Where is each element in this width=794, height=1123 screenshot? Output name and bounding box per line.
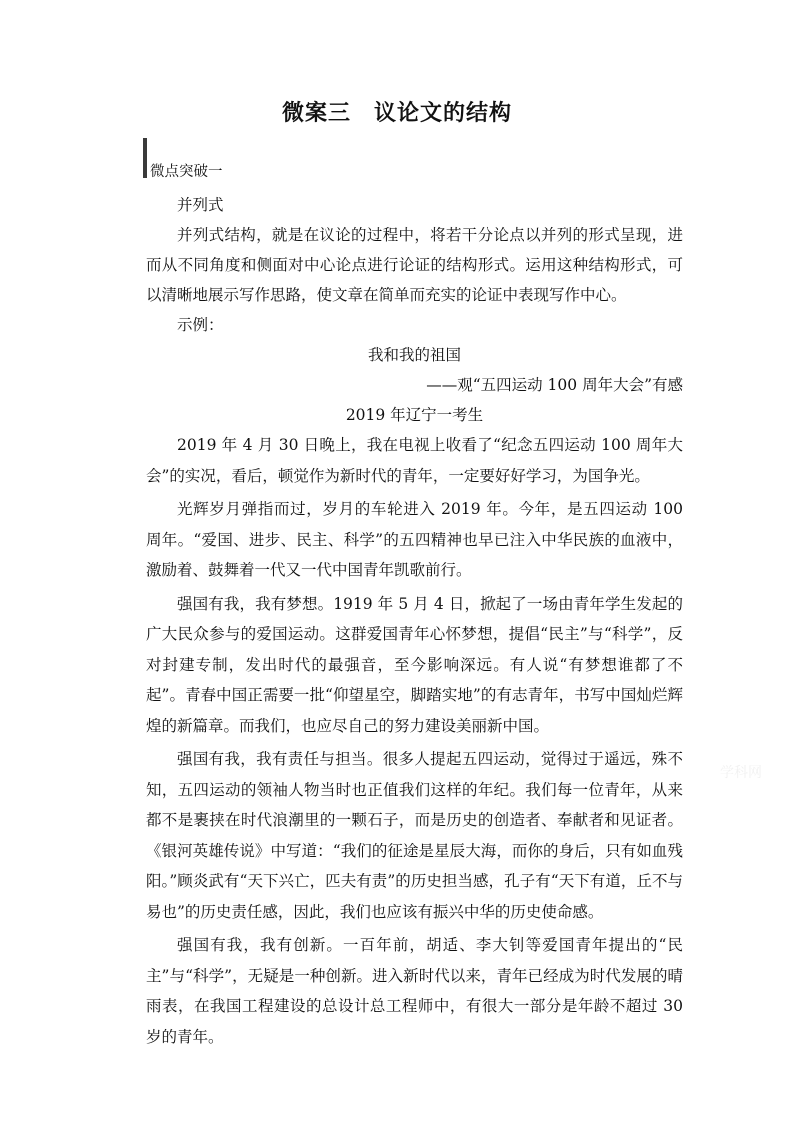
- subsection-heading: 并列式: [177, 196, 224, 214]
- section-label: 微点突破一: [150, 164, 223, 180]
- definition-paragraph: 并列式结构，就是在议论的过程中，将若干分论点以并列的形式呈现，进而从不同角度和侧面对中心论点进行论证的结构形式。运用这种结构形式，可以清晰地展示写作思路，使文章在简单而充实的论证中表现写作中心。: [146, 226, 683, 304]
- essay-subtitle: ——观“五四运动 100 周年大会”有感: [426, 376, 683, 394]
- watermark: 学科网: [720, 765, 762, 781]
- essay-author: 2019 年辽宁一考生: [345, 406, 484, 424]
- essay-paragraph: 2019 年 4 月 30 日晚上，我在电视上收看了“纪念五四运动 100 周年大会”的实况，看后，顿觉作为新时代的青年，一定要好好学习，为国争光。: [146, 436, 683, 485]
- essay-paragraph: 强国有我，我有梦想。1919 年 5 月 4 日，掀起了一场由青年学生发起的广大民众参与的爱国运动。这群爱国青年心怀梦想，提倡“民主”与“科学”，反对封建专制，发出时代的最强音，至今影响深远。有人说“有梦想谁都了不起”。青春中国正需要一批“仰望星空，脚踏实地”的有志青年，书写中国灿烂辉煌的新篇章。而我们，也应尽自己的努力建设美丽新中国。: [146, 594, 683, 735]
- document-body: [146, 190, 683, 1055]
- essay-paragraph: 光辉岁月弹指而过，岁月的车轮进入 2019 年。今年，是五四运动 100 周年。“爱国、进步、民主、科学”的五四精神也早已注入中华民族的血液中，激励着、鼓舞着一代又一代中国青年凯歌前行。: [146, 500, 683, 579]
- section-marker-bar: [143, 138, 147, 178]
- example-label: 示例：: [177, 316, 224, 334]
- essay-title: 我和我的祖国: [367, 346, 461, 364]
- page-title: 微案三 议论文的结构: [281, 100, 512, 126]
- essay-paragraph: 强国有我，我有责任与担当。很多人提起五四运动，觉得过于遥远，殊不知，五四运动的领袖人物当时也正值我们这样的年纪。我们每一位青年，从来都不是裹挟在时代浪潮里的一颗石子，而是历史的创造者、奉献者和见证者。《银河英雄传说》中写道：“我们的征途是星辰大海，而你的身后，只有如血残阳。”顾炎武有“天下兴亡，匹夫有责”的历史担当感，孔子有“天下有道，丘不与易也”的历史责任感，因此，我们也应该有振兴中华的历史使命感。: [146, 750, 683, 921]
- essay-paragraph: 强国有我，我有创新。一百年前，胡适、李大钊等爱国青年提出的“民主”与“科学”，无疑是一种创新。进入新时代以来，青年已经成为时代发展的晴雨表，在我国工程建设的总设计总工程师中，有很大一部分是年龄不超过 30 岁的青年。: [146, 936, 683, 1046]
